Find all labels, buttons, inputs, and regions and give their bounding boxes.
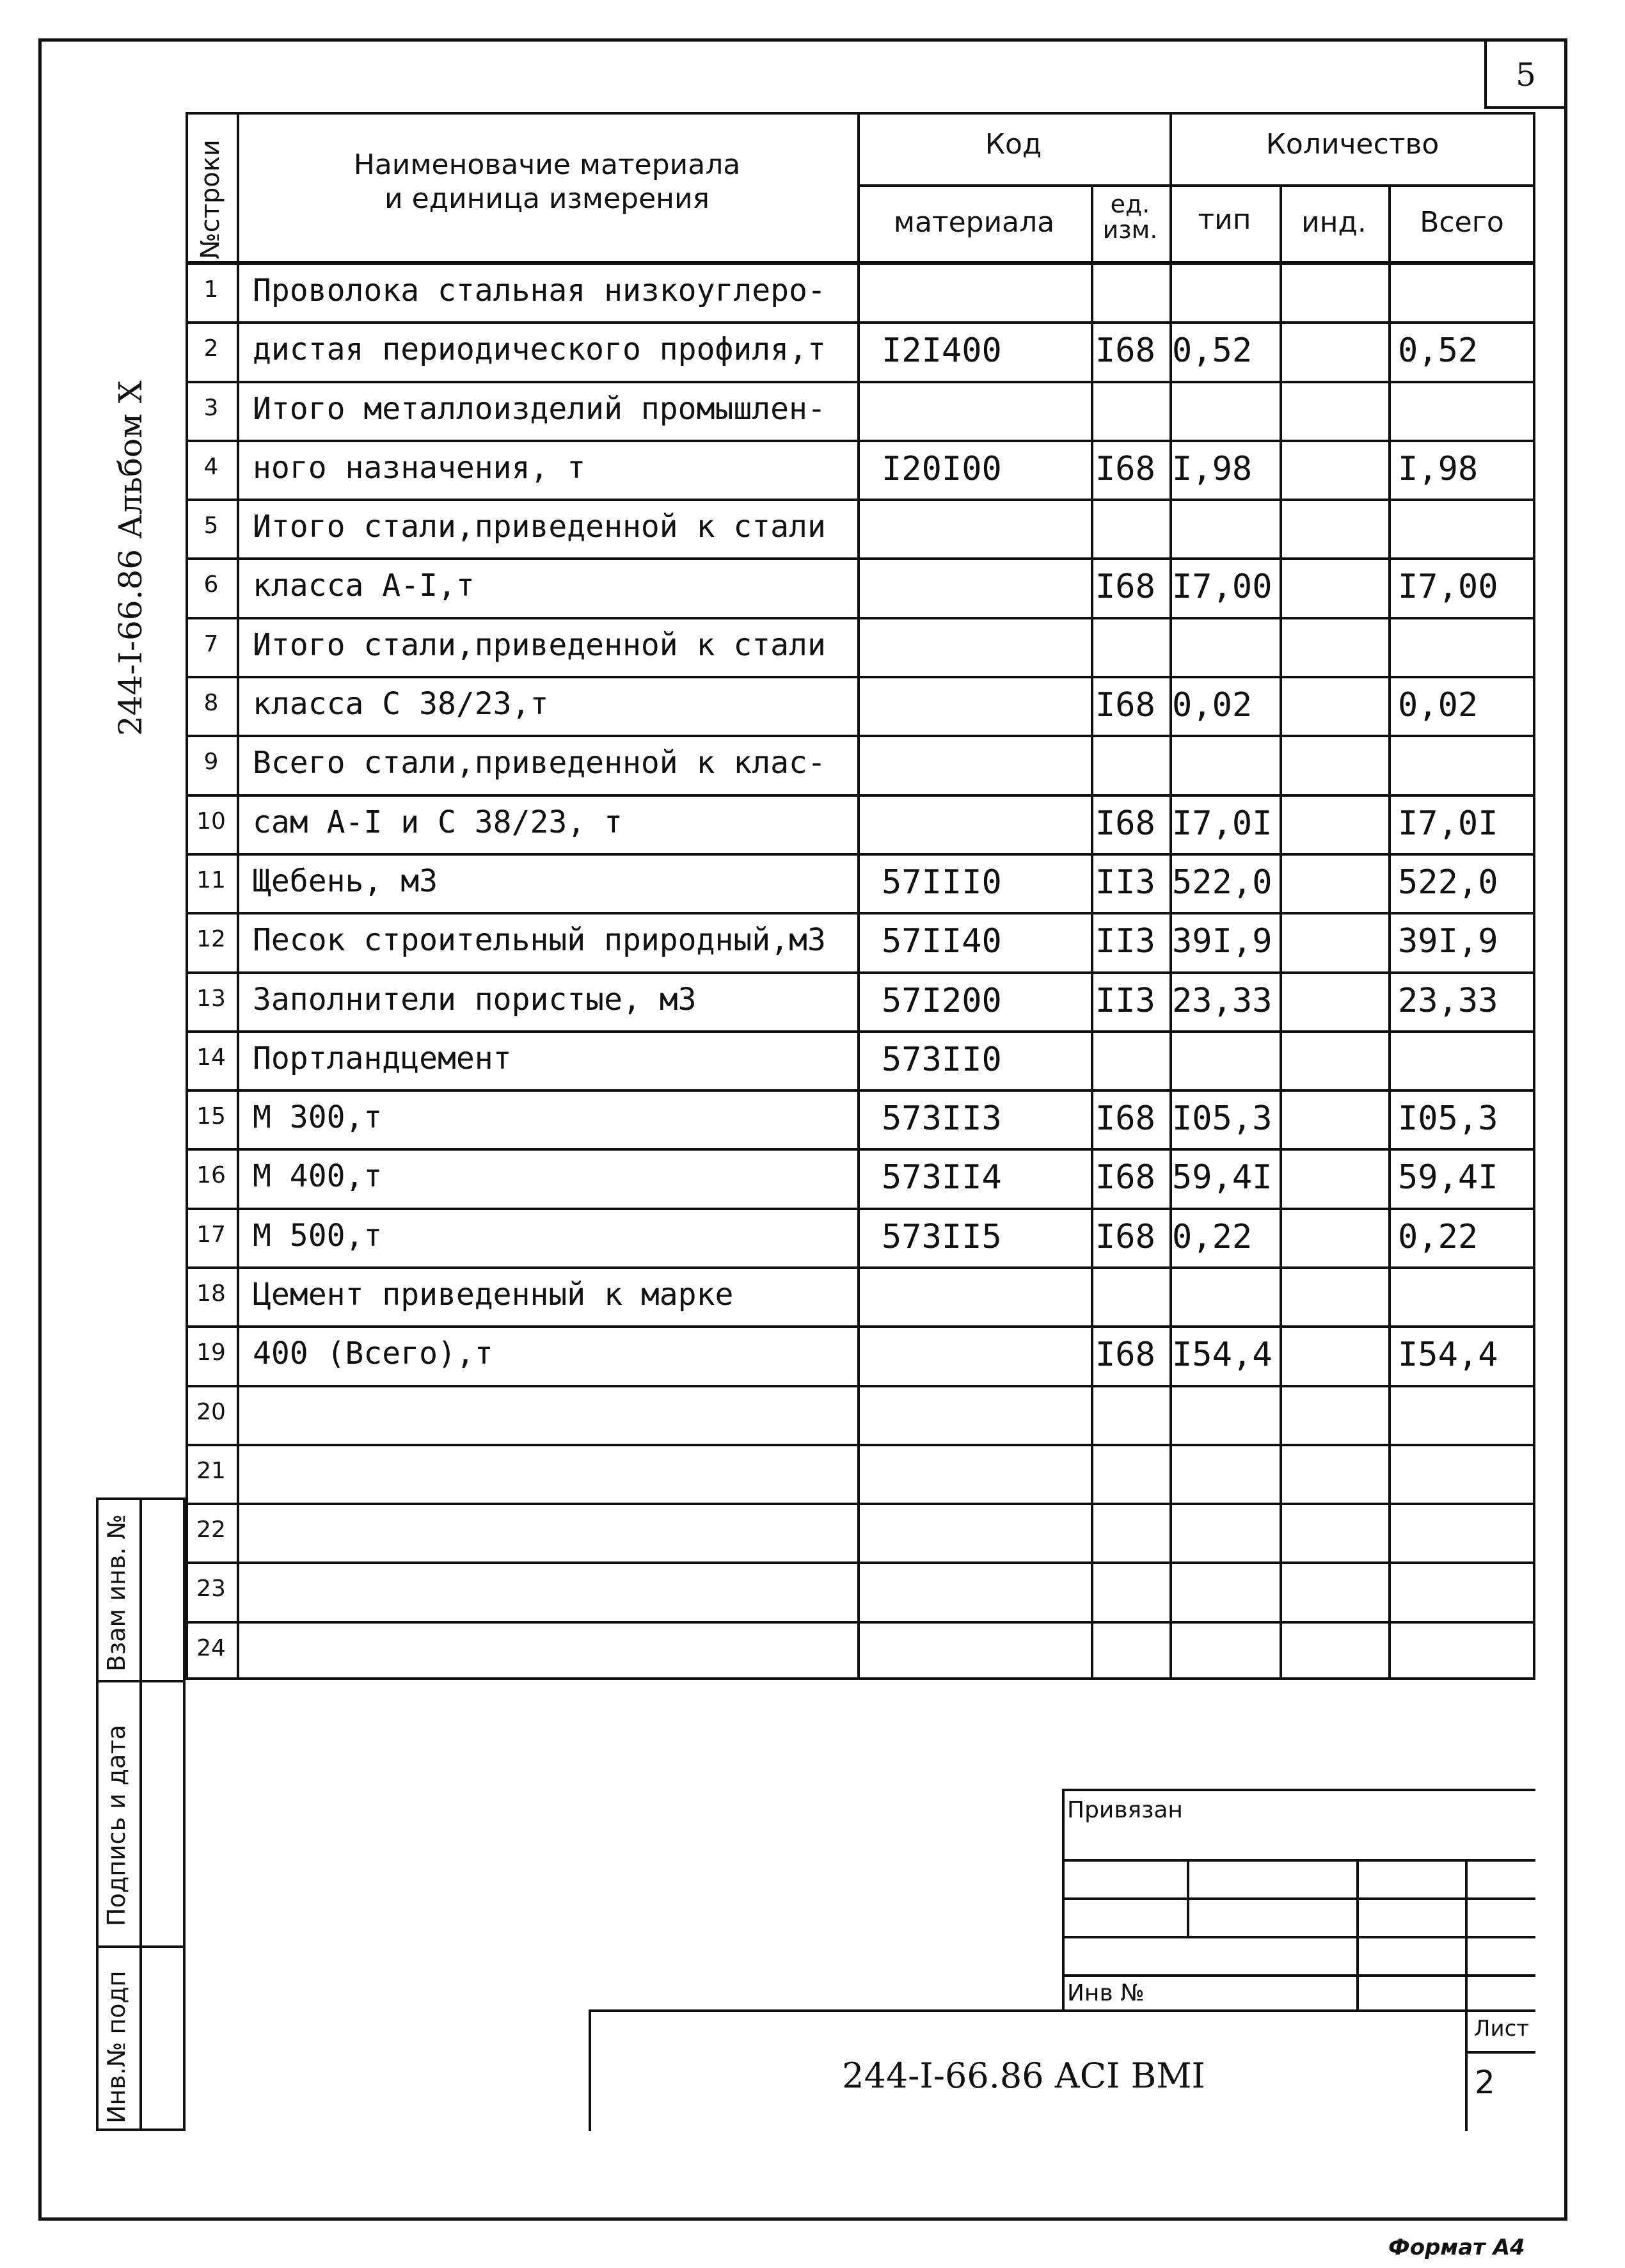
stamp-line-a	[1062, 1859, 1535, 1862]
row-number: 14	[196, 1044, 226, 1071]
row-qty-total: 0,52	[1398, 331, 1478, 371]
row-qty-total: I05,3	[1398, 1099, 1498, 1138]
row-material-code: I20I00	[882, 449, 1002, 488]
row-name: Всего стали,приведенной к клас-	[253, 745, 826, 781]
row-qty-type: 0,02	[1172, 686, 1253, 725]
side-stamp-divider	[139, 1497, 142, 2131]
page-number: 5	[1516, 56, 1536, 93]
table-row-line	[186, 1325, 1535, 1328]
row-qty-type: I05,3	[1172, 1099, 1272, 1138]
row-number: 8	[203, 690, 219, 717]
stamp-doc-code: 244-I-66.86 ACI BMI	[842, 2056, 1205, 2096]
row-unit-code: II3	[1095, 981, 1155, 1020]
row-unit-code: I68	[1095, 331, 1155, 371]
row-name: 400 (Всего),т	[253, 1336, 493, 1372]
row-number: 13	[196, 985, 226, 1012]
row-unit-code: I68	[1095, 1217, 1155, 1256]
row-qty-type: I,98	[1172, 449, 1253, 488]
row-qty-type: 0,22	[1172, 1217, 1253, 1256]
row-number: 18	[196, 1280, 226, 1307]
table-row-line	[186, 971, 1535, 974]
table-row-line	[186, 1148, 1535, 1151]
header-qty-type: тип	[1198, 204, 1251, 236]
row-qty-total: I7,0I	[1398, 804, 1498, 843]
row-qty-type: 23,33	[1172, 981, 1272, 1020]
side-stamp-line-1	[96, 1680, 186, 1682]
row-unit-code: I68	[1095, 449, 1155, 488]
row-name: Цемент приведенный к марке	[253, 1276, 734, 1313]
row-name: сам A-I и С 38/23, т	[253, 804, 622, 840]
row-unit-code: I68	[1095, 686, 1155, 725]
row-qty-type: 39I,9	[1172, 922, 1272, 961]
row-qty-type: 0,52	[1172, 331, 1253, 371]
stamp-vline-3	[1465, 1859, 1468, 2009]
row-unit-code: II3	[1095, 922, 1155, 961]
stamp-privyazan: Привязан	[1067, 1797, 1183, 1823]
header-bottom-line	[186, 261, 1535, 265]
header-code-material: материала	[893, 206, 1055, 239]
row-qty-total: 59,4I	[1398, 1158, 1498, 1197]
row-unit-code: I68	[1095, 1158, 1155, 1197]
row-qty-total: 0,22	[1398, 1217, 1478, 1256]
row-unit-code: I68	[1095, 804, 1155, 843]
col-line-code	[1091, 184, 1093, 1680]
row-name: Итого стали,приведенной к стали	[253, 509, 826, 545]
row-qty-type: 522,0	[1172, 863, 1272, 902]
row-material-code: 573II4	[882, 1158, 1002, 1197]
row-number: 16	[196, 1162, 226, 1189]
table-row-line	[186, 1444, 1535, 1446]
row-unit-code: II3	[1095, 863, 1155, 902]
table-row-line	[186, 1561, 1535, 1564]
row-number: 11	[196, 866, 226, 893]
row-number: 2	[203, 335, 219, 362]
stamp-list-line	[1465, 2051, 1535, 2054]
row-name: дистая периодического профиля,т	[253, 331, 826, 368]
table-row-line	[186, 499, 1535, 501]
album-label: 244-I-66.86 Альбом X	[112, 380, 149, 736]
header-qty-ind: инд.	[1301, 206, 1367, 239]
row-name: М 500,т	[253, 1217, 383, 1254]
row-number: 19	[196, 1339, 226, 1366]
table-row-line	[186, 1030, 1535, 1033]
row-name: Щебень, м3	[253, 863, 438, 899]
stamp-line-b	[1062, 1897, 1535, 1900]
row-qty-type: 59,4I	[1172, 1158, 1272, 1197]
header-code-unit: ед. изм.	[1102, 190, 1158, 244]
row-number: 5	[203, 513, 219, 539]
row-number: 21	[196, 1457, 226, 1484]
row-unit-code: I68	[1095, 568, 1155, 607]
table-row-line	[186, 676, 1535, 678]
table-row-line	[186, 1621, 1535, 1624]
row-qty-total: 23,33	[1398, 981, 1498, 1020]
row-qty-total: 39I,9	[1398, 922, 1498, 961]
stamp-vline-1	[1187, 1859, 1189, 1936]
row-number: 22	[196, 1517, 226, 1544]
header-code: Код	[985, 128, 1042, 161]
row-material-code: I2I400	[882, 331, 1002, 371]
table-row-line	[186, 1385, 1535, 1387]
stamp-line-c	[1062, 1936, 1535, 1938]
table-row-line	[186, 381, 1535, 383]
row-name: Портландцемент	[253, 1040, 512, 1076]
header-qty-total: Всего	[1420, 206, 1504, 239]
row-number: 23	[196, 1576, 226, 1602]
row-number: 6	[203, 571, 219, 598]
row-number: 17	[196, 1221, 226, 1248]
col-line-type	[1280, 184, 1282, 1680]
row-number: 9	[203, 749, 219, 776]
header-mid-line	[857, 184, 1535, 187]
row-number: 24	[196, 1634, 226, 1661]
row-name: Проволока стальная низкоуглеро-	[253, 273, 826, 308]
row-unit-code: I68	[1095, 1099, 1155, 1138]
side-label-inv: Инв.№ подп	[102, 1970, 131, 2123]
row-material-code: 57III0	[882, 863, 1002, 902]
stamp-list-no: 2	[1475, 2064, 1495, 2101]
row-material-code: 57II40	[882, 922, 1002, 961]
table-row-line	[186, 617, 1535, 619]
table-row-line	[186, 794, 1535, 797]
side-label-podpis: Подпись и дата	[102, 1725, 131, 1926]
row-material-code: 573II3	[882, 1099, 1002, 1138]
row-name: М 300,т	[253, 1099, 383, 1136]
row-number: 20	[196, 1398, 226, 1425]
stamp-line-d	[1062, 1974, 1535, 1977]
row-name: Заполнители пористые, м3	[253, 981, 697, 1018]
row-material-code: 573II5	[882, 1217, 1002, 1256]
table-row-line	[186, 321, 1535, 324]
table-row-line	[186, 912, 1535, 914]
row-qty-total: I,98	[1398, 449, 1478, 488]
header-quantity: Количество	[1265, 128, 1439, 161]
row-qty-type: I54,4	[1172, 1336, 1272, 1375]
col-line-ind	[1388, 184, 1391, 1680]
row-qty-total: 522,0	[1398, 863, 1498, 902]
table-row-line	[186, 440, 1535, 442]
side-stamp-line-2	[96, 1945, 186, 1948]
row-number: 3	[203, 394, 219, 421]
table-row-line	[186, 735, 1535, 737]
row-number: 4	[203, 453, 219, 480]
table-row-line	[186, 1208, 1535, 1210]
side-label-vzam: Взам инв. №	[102, 1514, 131, 1672]
row-name: М 400,т	[253, 1158, 383, 1195]
row-name: класса A-I,т	[253, 568, 475, 604]
table-row-line	[186, 557, 1535, 560]
row-name: ного назначения, т	[253, 449, 586, 486]
header-row-num: №строки	[196, 140, 225, 259]
table-row-line	[186, 1089, 1535, 1092]
row-name: Итого стали,приведенной к стали	[253, 627, 826, 663]
row-number: 7	[203, 630, 219, 657]
row-material-code: 573II0	[882, 1040, 1002, 1079]
header-name: Наименовачие материала и единица измерения	[353, 148, 741, 215]
row-name: Песок строительный природный,м3	[253, 922, 826, 959]
row-name: Итого металлоизделий промышлен-	[253, 390, 826, 427]
table-row-line	[186, 1503, 1535, 1505]
row-qty-total: I7,00	[1398, 568, 1498, 607]
row-number: 12	[196, 926, 226, 953]
stamp-list-label: Лист	[1473, 2016, 1530, 2041]
table-row-line	[186, 853, 1535, 856]
row-qty-total: I54,4	[1398, 1336, 1498, 1375]
row-name: класса С 38/23,т	[253, 686, 549, 723]
stamp-vline-2	[1356, 1859, 1359, 2009]
row-qty-type: I7,0I	[1172, 804, 1272, 843]
table-row-line	[186, 1266, 1535, 1269]
format-note: Формат А4	[1388, 2235, 1525, 2260]
row-number: 1	[203, 276, 219, 303]
row-qty-total: 0,02	[1398, 686, 1478, 725]
row-qty-type: I7,00	[1172, 568, 1272, 607]
row-unit-code: I68	[1095, 1336, 1155, 1375]
stamp-inv-no: Инв №	[1067, 1980, 1145, 2006]
row-material-code: 57I200	[882, 981, 1002, 1020]
row-number: 15	[196, 1103, 226, 1130]
row-number: 10	[196, 808, 226, 835]
